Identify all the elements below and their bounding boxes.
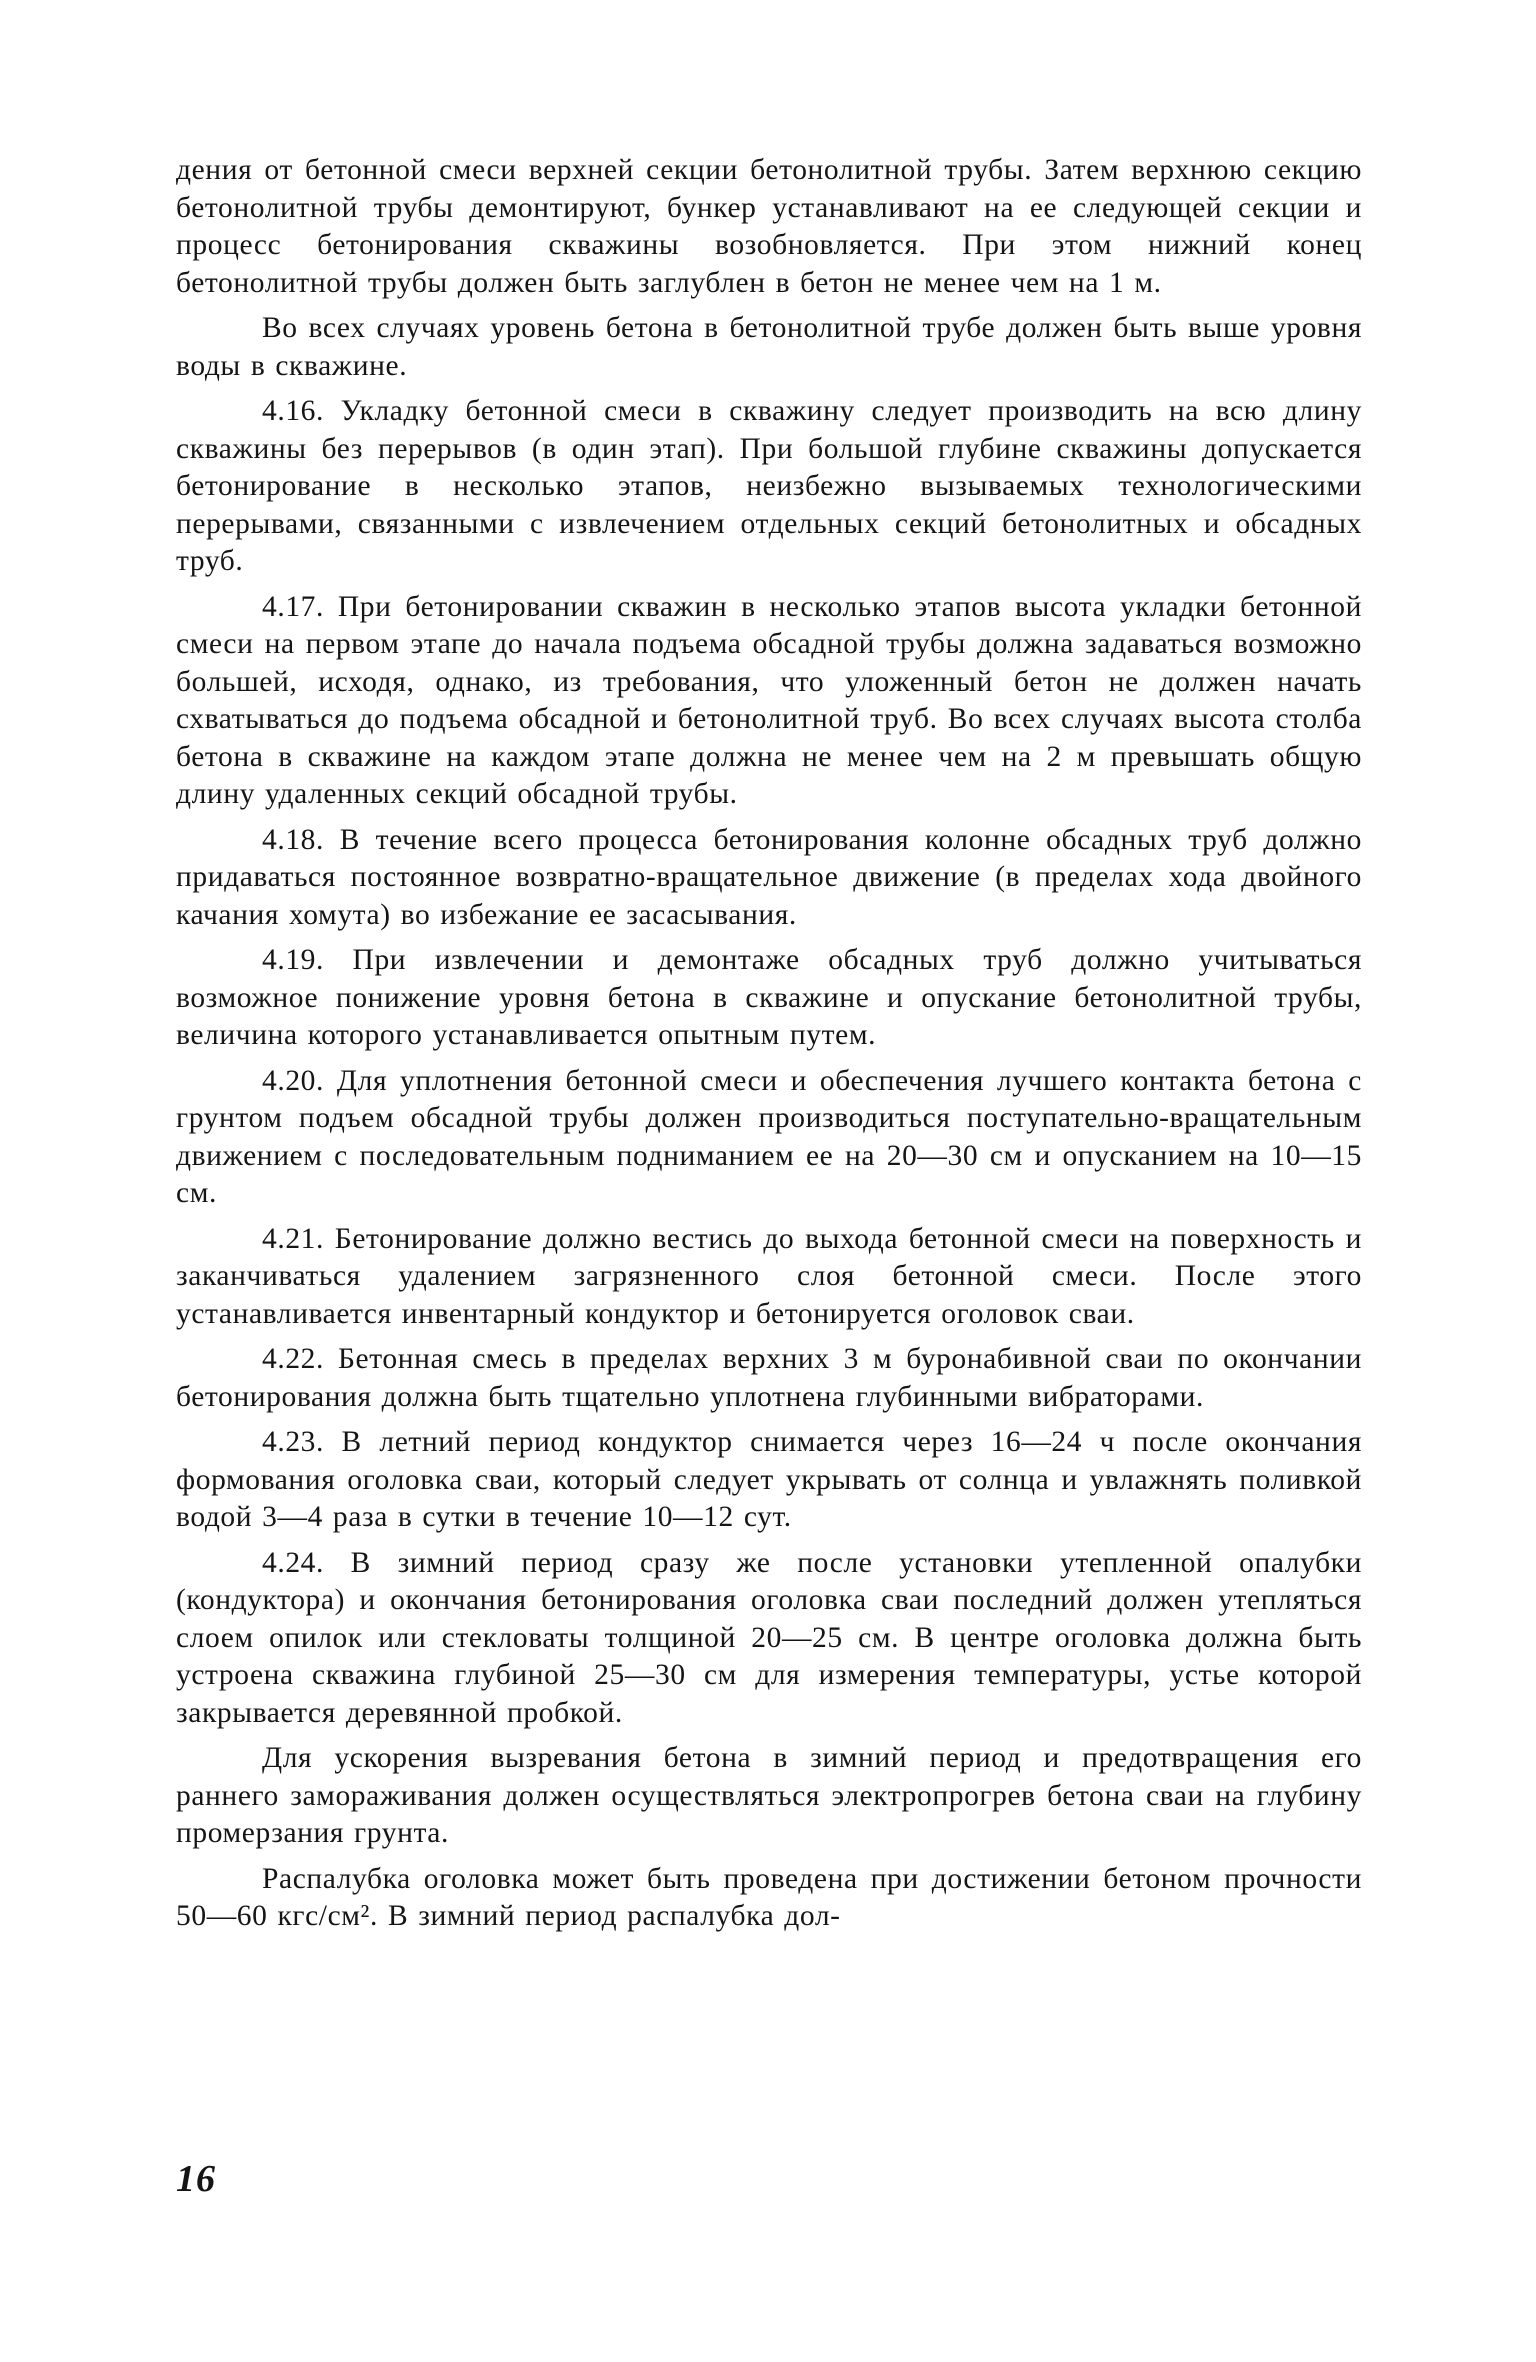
paragraph-4-19: 4.19. При извлечении и демонтаже обсадных труб должно учитываться возможное понижение уровня бетона в скважине и опускание бетонолитной трубы, величина которого устанавливается опытным путем. <box>176 944 1362 1051</box>
paragraph-winter-heating: Для ускорения вызревания бетона в зимний период и предотвращения его раннего замораживания должен осуществляться электропрогрев бетона сваи на глубину промерзания грунта. <box>176 1742 1362 1849</box>
paragraph-continuation: дения от бетонной смеси верхней секции бетонолитной трубы. Затем верхнюю секцию бетонолитной трубы демонтируют, бункер устанавливают на ее следующей секции и процесс бетонирования скважины возобновляется. При этом нижний конец бетонолитной трубы должен быть заглублен в бетон не менее чем на 1 м. <box>176 154 1362 299</box>
paragraph-formwork-removal: Распалубка оголовка может быть проведена при достижении бетоном прочности 50—60 кгс/см². В зимний период распалубка дол- <box>176 1862 1362 1932</box>
page-number: 16 <box>176 2158 216 2200</box>
paragraph-4-22: 4.22. Бетонная смесь в пределах верхних 3 м буронабивной сваи по окончании бетонирования должна быть тщательно уплотнена глубинными вибраторами. <box>176 1343 1362 1413</box>
paragraph-4-24: 4.24. В зимний период сразу же после установки утепленной опалубки (кондуктора) и окончания бетонирования оголовка сваи последний должен утепляться слоем опилок или стекловаты толщиной 20—25 см. В центре оголовка должна быть устроена скважина глубиной 25—30 см для измерения температуры, устье которой закрывается деревянной пробкой. <box>176 1546 1362 1729</box>
paragraph-water-level: Во всех случаях уровень бетона в бетонолитной трубе должен быть выше уровня воды в скважине. <box>176 312 1362 382</box>
paragraph-4-20: 4.20. Для уплотнения бетонной смеси и обеспечения лучшего контакта бетона с грунтом подъем обсадной трубы должен производиться поступательно-вращательным движением с последовательным подниманием ее на 20—30 см и опусканием на 10—15 см. <box>176 1064 1362 1209</box>
paragraph-4-18: 4.18. В течение всего процесса бетонирования колонне обсадных труб должно придаваться постоянное возвратно-вращательное движение (в пределах хода двойного качания хомута) во избежание ее засасывания. <box>176 823 1362 931</box>
document-page <box>176 152 1362 1944</box>
paragraph-4-16: 4.16. Укладку бетонной смеси в скважину следует производить на всю длину скважины без перерывов (в один этап). При большой глубине скважины допускается бетонирование в несколько этапов, неизбежно вызываемых технологическими перерывами, связанными с извлечением отдельных секций бетонолитных и обсадных труб. <box>176 395 1362 577</box>
paragraph-4-21: 4.21. Бетонирование должно вестись до выхода бетонной смеси на поверхность и заканчиваться удалением загрязненного слоя бетонной смеси. После этого устанавливается инвентарный кондуктор и бетонируется оголовок сваи. <box>176 1222 1362 1330</box>
paragraph-4-23: 4.23. В летний период кондуктор снимается через 16—24 ч после окончания формования оголовка сваи, который следует укрывать от солнца и увлажнять поливкой водой 3—4 раза в сутки в течение 10—12 сут. <box>176 1426 1362 1533</box>
paragraph-4-17: 4.17. При бетонировании скважин в несколько этапов высота укладки бетонной смеси на первом этапе до начала подъема обсадной трубы должна задаваться возможно большей, исходя, однако, из требования, что уложенный бетон не должен начать схватываться до подъема обсадной и бетонолитной труб. Во всех случаях высота столба бетона в скважине на каждом этапе должна не менее чем на 2 м превышать общую длину удаленных секций обсадной трубы. <box>176 590 1362 810</box>
